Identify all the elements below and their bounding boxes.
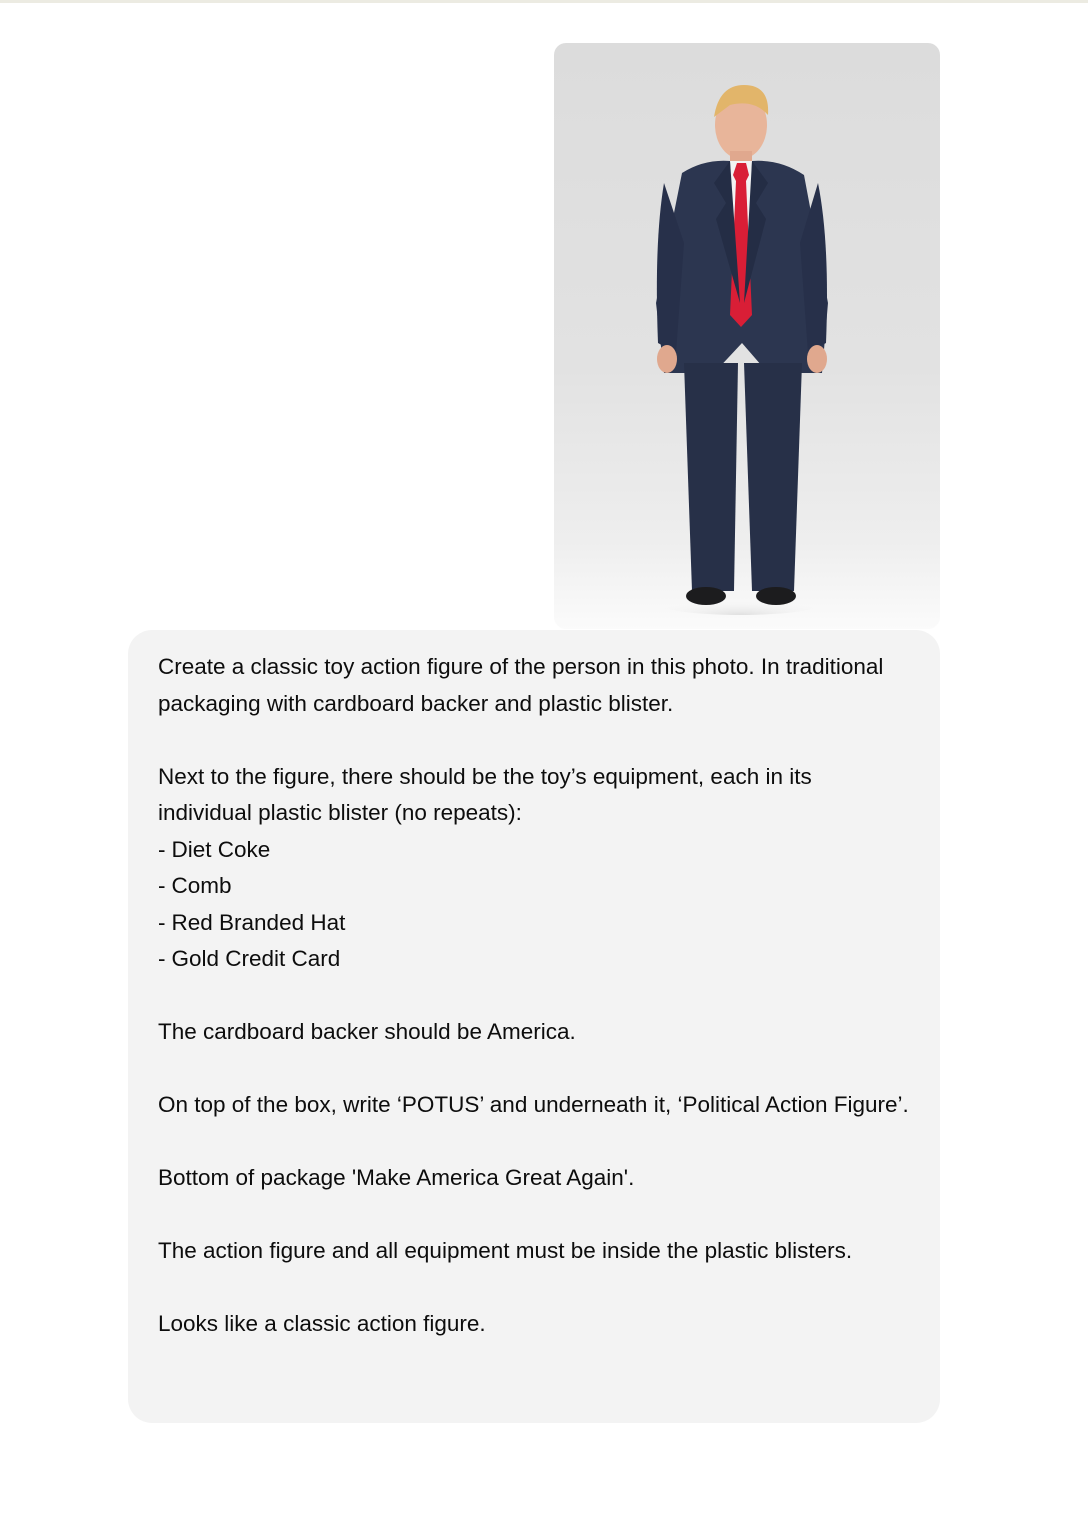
list-item: - Comb [158, 873, 232, 898]
list-item: - Diet Coke [158, 836, 271, 862]
user-message-bubble [128, 630, 940, 1423]
message-paragraph: The action figure and all equipment must be inside the plastic blisters. [158, 1238, 853, 1263]
equipment-list [158, 832, 910, 978]
message-paragraph: Bottom of package 'Make America Great Again'. [158, 1165, 635, 1190]
person-photo-placeholder [554, 43, 940, 629]
list-item: - Gold Credit Card [158, 946, 341, 971]
message-paragraph: Next to the figure, there should be the toy’s equipment, each in its individual plastic blister (no repeats): [158, 763, 818, 825]
message-paragraph: On top of the box, write ‘POTUS’ and underneath it, ‘Political Action Figure’. [158, 1092, 909, 1117]
message-paragraph: Looks like a classic action figure. [158, 1311, 486, 1336]
message-paragraph: The cardboard backer should be America. [158, 1019, 576, 1044]
message-paragraph: Create a classic toy action figure of the person in this photo. In traditional packaging with cardboard backer and plastic blister. [158, 654, 890, 716]
list-item: - Red Branded Hat [158, 909, 346, 935]
uploaded-image-attachment[interactable] [554, 43, 940, 629]
